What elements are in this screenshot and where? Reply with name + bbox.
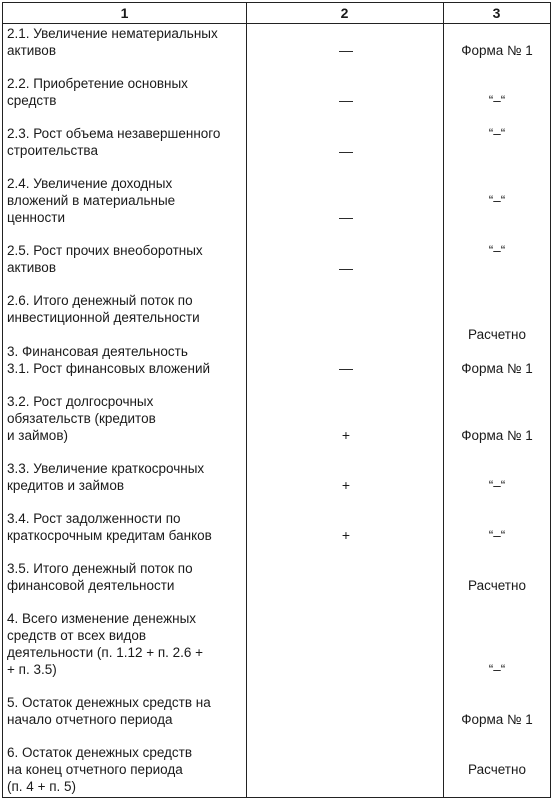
row-description: 3. Финансовая деятельность 3.1. Рост финансовых вложений [7, 344, 211, 376]
row-source: “–“ [488, 126, 506, 141]
row-sign: — [339, 209, 353, 225]
row-description: 3.3. Увеличение краткосрочных кредитов и займов [7, 461, 205, 493]
row-sign: + [341, 527, 351, 543]
row-description: 2.2. Приобретение основных средств [7, 76, 188, 108]
row-source: “–“ [488, 93, 506, 108]
row-description: 3.2. Рост долгосрочных обязательств (кредитов и займов) [7, 394, 156, 443]
row-sign: — [339, 92, 353, 108]
column-header-1: 1 [120, 5, 129, 21]
row-source: “–“ [488, 243, 506, 258]
column-header-3: 3 [492, 5, 501, 21]
row-description: 6. Остаток денежных средств на конец отчетного периода (п. 4 + п. 5) [7, 745, 193, 794]
row-sign: — [339, 360, 353, 376]
row-description: 2.6. Итого денежный поток по инвестиционной деятельности [7, 293, 200, 325]
row-source: Форма № 1 [461, 712, 533, 727]
row-source: Расчетно [468, 578, 526, 593]
row-source: Расчетно [468, 762, 526, 777]
row-source: “–“ [488, 662, 506, 677]
row-description: 2.5. Рост прочих внеоборотных активов [7, 243, 203, 275]
row-description: 3.5. Итого денежный поток по финансовой деятельности [7, 561, 193, 593]
data-table [2, 2, 551, 798]
row-sign: + [341, 427, 351, 443]
row-source: Форма № 1 [461, 43, 533, 58]
row-description: 3.4. Рост задолженности по краткосрочным кредитам банков [7, 511, 212, 543]
row-sign: — [339, 143, 353, 159]
row-sign: + [341, 477, 351, 493]
row-description: 2.3. Рост объема незавершенного строительства [7, 126, 221, 158]
column-header-2: 2 [340, 5, 349, 21]
row-source: Форма № 1 [461, 428, 533, 443]
row-description: 4. Всего изменение денежных средств от всех видов деятельности (п. 1.12 + п. 2.6 + + п. 3.5) [7, 611, 204, 677]
row-description: 2.1. Увеличение нематериальных активов [7, 26, 218, 58]
header-divider [3, 23, 550, 24]
row-description: 5. Остаток денежных средств на начало отчетного периода [7, 695, 211, 727]
row-description: 2.4. Увеличение доходных вложений в материальные ценности [7, 176, 176, 225]
row-sign: — [339, 42, 353, 58]
row-source: Форма № 1 [461, 361, 533, 376]
row-source: Расчетно [468, 327, 526, 342]
row-sign: — [339, 260, 353, 276]
row-source: “–“ [488, 528, 506, 543]
row-source: “–“ [488, 193, 506, 208]
row-source: “–“ [488, 478, 506, 493]
